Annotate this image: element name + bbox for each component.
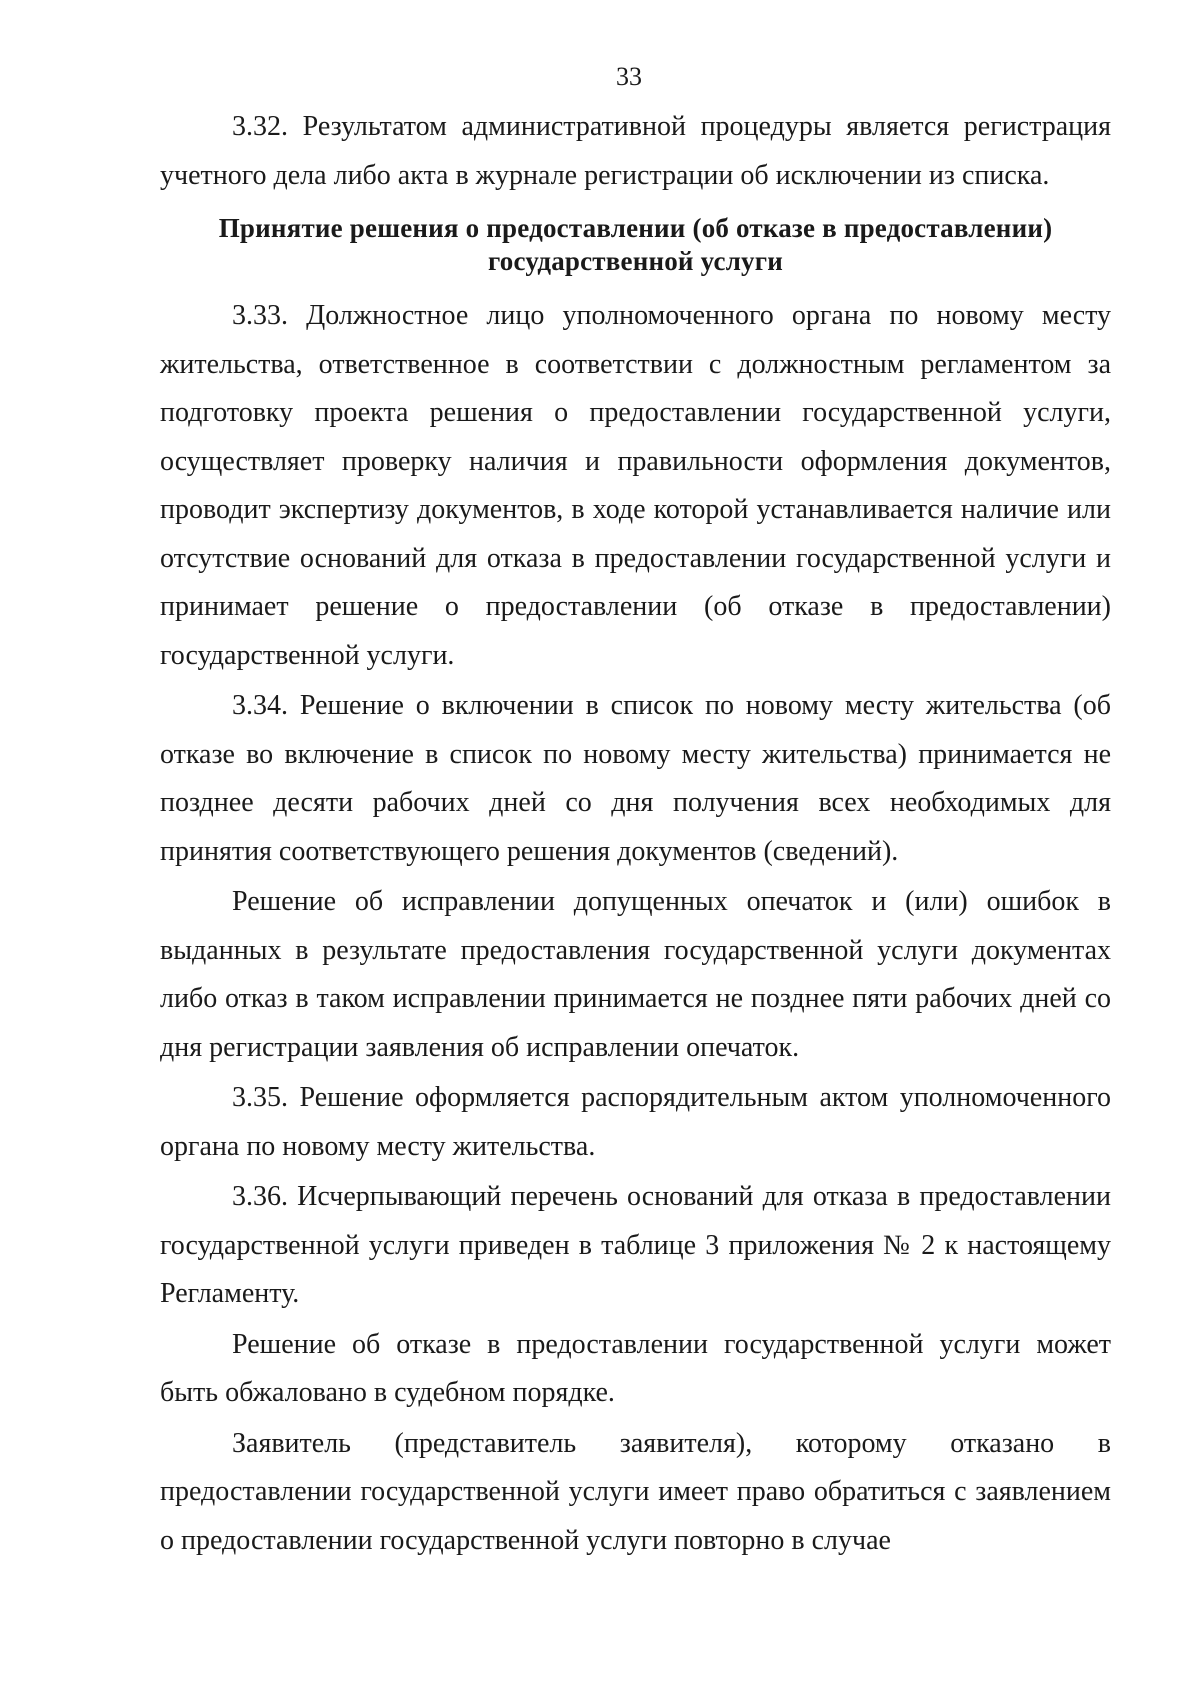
paragraph-appeal: Решение об отказе в предоставлении государственной услуги может быть обжаловано в судебном порядке. (160, 1328, 1111, 1408)
document-body (160, 103, 1111, 1565)
paragraph-3-36: 3.36. Исчерпывающий перечень оснований для отказа в предоставлении государственной услуги приведен в таблице 3 приложения № 2 к настоящему Регламенту. (160, 1181, 1111, 1309)
paragraph-reapply: Заявитель (представитель заявителя), которому отказано в предоставлении государственной услуги имеет право обратиться с заявлением о предоставлении государственной услуги повторно в случае (160, 1427, 1111, 1556)
paragraph-3-32: 3.32. Результатом административной процедуры является регистрация учетного дела либо акта в журнале регистрации об исключении из списка. (160, 111, 1111, 191)
paragraph-corrections: Решение об исправлении допущенных опечаток и (или) ошибок в выданных в результате предоставления государственной услуги документах либо отказ в таком исправлении принимается не позднее пяти рабочих дней со дня регистрации заявления об исправлении опечаток. (160, 886, 1111, 1063)
section-heading: Принятие решения о предоставлении (об отказе в предоставлении) государственной услуги (218, 213, 1053, 276)
page-number: 33 (616, 62, 642, 91)
paragraph-3-33: 3.33. Должностное лицо уполномоченного органа по новому месту жительства, ответственное в соответствии с должностным регламентом за подготовку проекта решения о предоставлении государственной услуги, осуществляет проверку наличия и правильности оформления документов, проводит экспертизу документов, в ходе которой устанавливается наличие или отсутствие оснований для отказа в предоставлении государственной услуги и принимает решение о предоставлении (об отказе в предоставлении) государственной услуги. (160, 300, 1111, 671)
paragraph-3-35: 3.35. Решение оформляется распорядительным актом уполномоченного органа по новому месту жительства. (160, 1082, 1111, 1162)
paragraph-3-34: 3.34. Решение о включении в список по новому месту жительства (об отказе во включение в список по новому месту жительства) принимается не позднее десяти рабочих дней со дня получения всех необходимых для принятия соответствующего решения документов (сведений). (160, 690, 1111, 867)
